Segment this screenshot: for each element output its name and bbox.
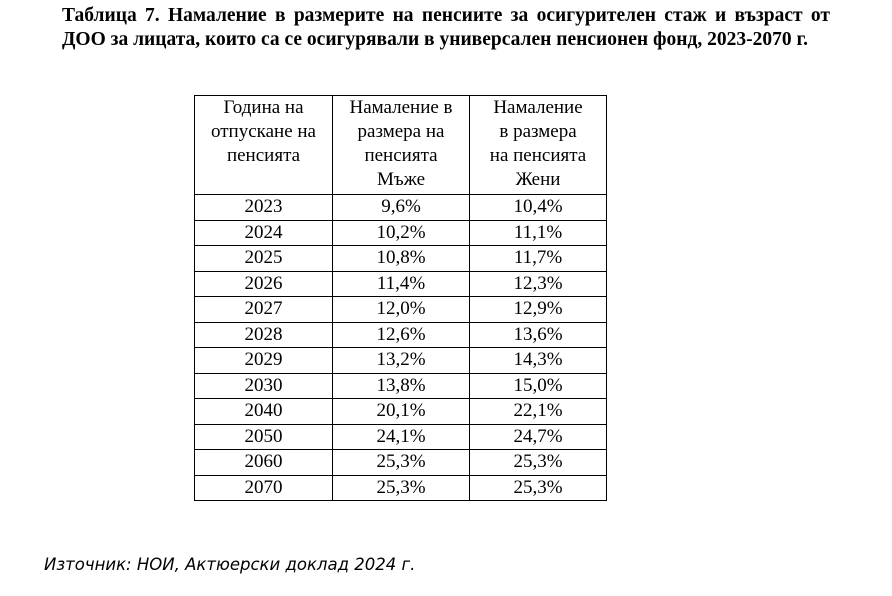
table-row	[195, 424, 607, 450]
cell-year: 2026	[195, 271, 333, 297]
table-body	[195, 195, 607, 501]
cell-women: 13,6%	[470, 322, 607, 348]
table-row	[195, 195, 607, 221]
cell-men: 10,2%	[333, 220, 470, 246]
table-row	[195, 475, 607, 501]
cell-year: 2040	[195, 399, 333, 425]
cell-year: 2070	[195, 475, 333, 501]
cell-year: 2030	[195, 373, 333, 399]
table-row	[195, 348, 607, 374]
cell-women: 12,9%	[470, 297, 607, 323]
table-row	[195, 373, 607, 399]
cell-women: 10,4%	[470, 195, 607, 221]
cell-men: 11,4%	[333, 271, 470, 297]
cell-men: 12,6%	[333, 322, 470, 348]
cell-year: 2027	[195, 297, 333, 323]
cell-women: 25,3%	[470, 475, 607, 501]
cell-women: 24,7%	[470, 424, 607, 450]
cell-men: 12,0%	[333, 297, 470, 323]
table-row	[195, 399, 607, 425]
cell-men: 24,1%	[333, 424, 470, 450]
cell-women: 11,1%	[470, 220, 607, 246]
header-men	[333, 96, 470, 195]
table-row	[195, 322, 607, 348]
header-men-label: Намаление в размера на пенсията Мъже	[349, 97, 453, 190]
table-header-row	[195, 96, 607, 195]
cell-men: 13,8%	[333, 373, 470, 399]
pension-reduction-table	[194, 95, 607, 501]
cell-men: 25,3%	[333, 475, 470, 501]
cell-year: 2029	[195, 348, 333, 374]
table-caption: Таблица 7. Намаление в размерите на пенсиите за осигурителен стаж и възраст от ДОО за лицата, които са се осигурявали в универсален пенсионен фонд, 2023-2070 г.	[62, 5, 830, 50]
cell-year: 2060	[195, 450, 333, 476]
cell-year: 2024	[195, 220, 333, 246]
cell-men: 20,1%	[333, 399, 470, 425]
header-women	[470, 96, 607, 195]
cell-women: 12,3%	[470, 271, 607, 297]
table-row	[195, 246, 607, 272]
header-year-label: Година на отпускане на пенсията	[211, 97, 316, 166]
table-row	[195, 450, 607, 476]
cell-year: 2023	[195, 195, 333, 221]
cell-men: 25,3%	[333, 450, 470, 476]
cell-women: 25,3%	[470, 450, 607, 476]
cell-year: 2025	[195, 246, 333, 272]
cell-women: 15,0%	[470, 373, 607, 399]
source-note: Източник: НОИ, Актюерски доклад 2024 г.	[44, 555, 416, 574]
cell-women: 14,3%	[470, 348, 607, 374]
cell-women: 11,7%	[470, 246, 607, 272]
cell-year: 2050	[195, 424, 333, 450]
cell-men: 9,6%	[333, 195, 470, 221]
header-year	[195, 96, 333, 195]
header-women-label: Намаление в размера на пенсията Жени	[489, 97, 587, 190]
cell-year: 2028	[195, 322, 333, 348]
table-row	[195, 297, 607, 323]
table-row	[195, 220, 607, 246]
cell-men: 13,2%	[333, 348, 470, 374]
cell-men: 10,8%	[333, 246, 470, 272]
cell-women: 22,1%	[470, 399, 607, 425]
table-row	[195, 271, 607, 297]
